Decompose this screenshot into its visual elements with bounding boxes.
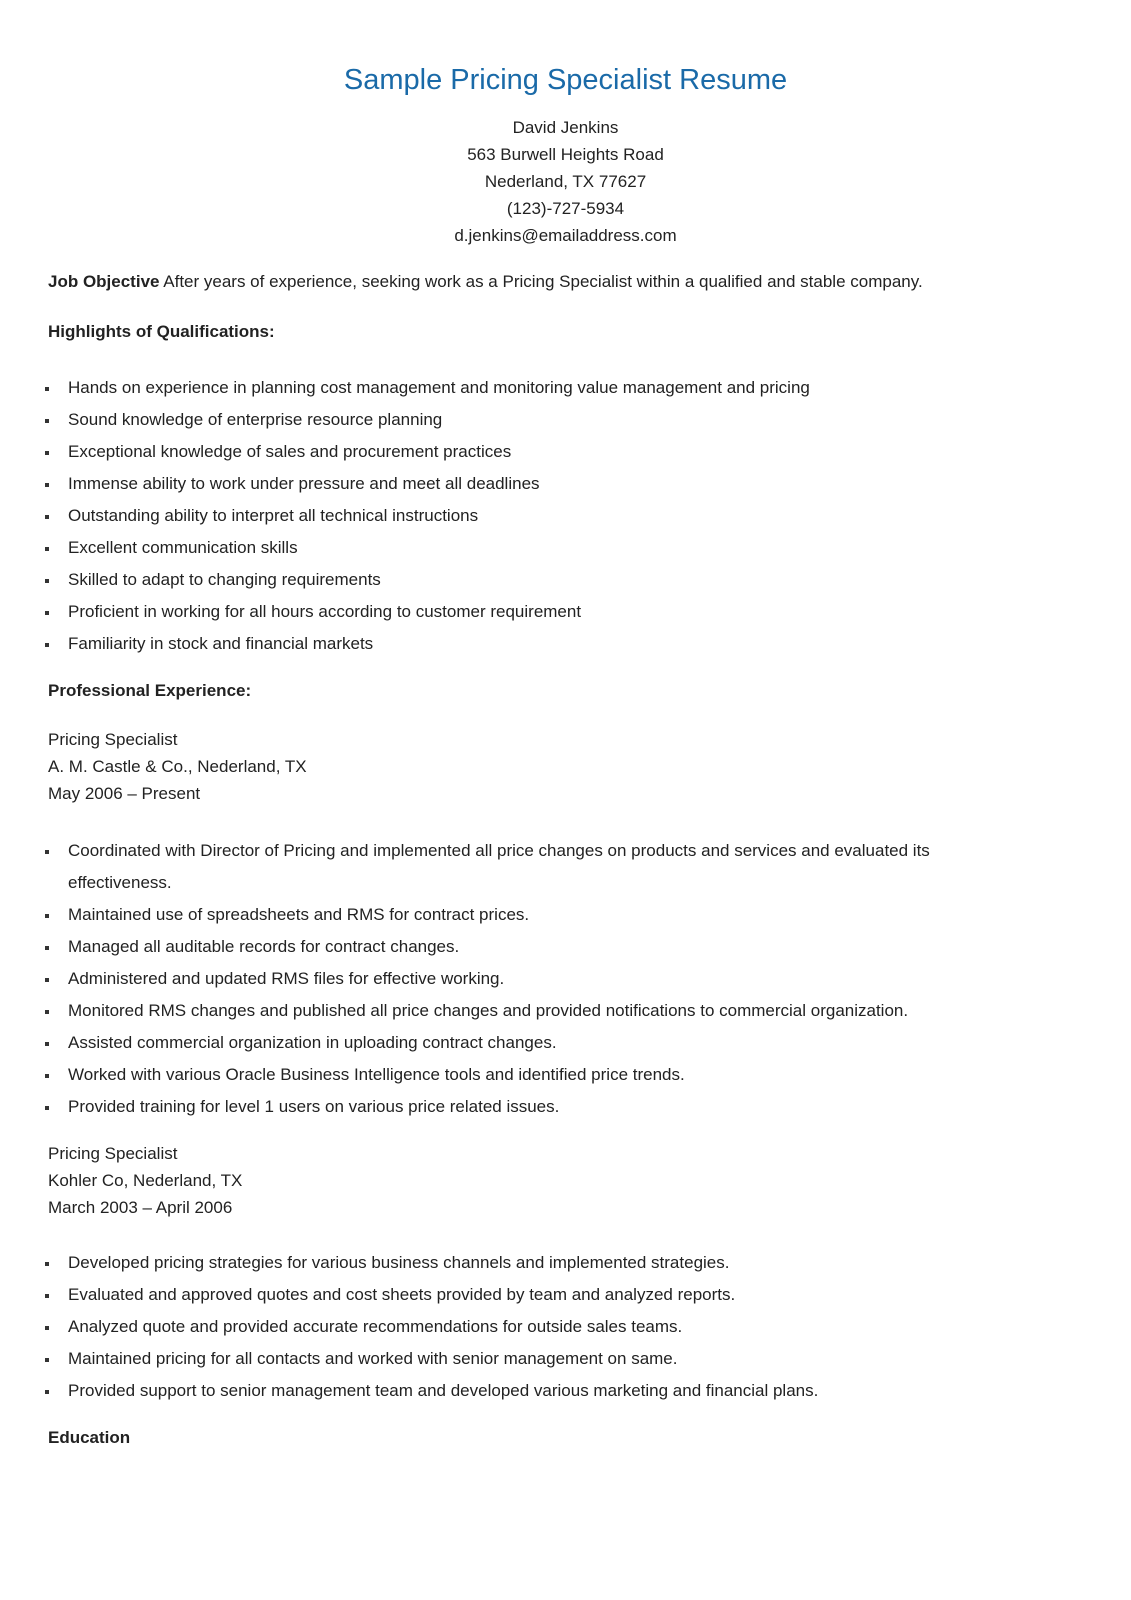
list-item: Assisted commercial organization in uploading contract changes.	[44, 1027, 1004, 1059]
list-item: Analyzed quote and provided accurate recommendations for outside sales teams.	[44, 1311, 1004, 1343]
page-title: Sample Pricing Specialist Resume	[343, 64, 788, 96]
contact-city: Nederland, TX 77627	[484, 172, 647, 191]
job-company: Kohler Co, Nederland, TX	[48, 1171, 243, 1190]
highlights-heading: Highlights of Qualifications:	[48, 322, 275, 341]
list-item: Coordinated with Director of Pricing and implemented all price changes on products and services and evaluated its effectiveness.	[44, 835, 1004, 899]
job-title: Pricing Specialist	[48, 730, 178, 749]
list-item: Sound knowledge of enterprise resource planning	[44, 404, 1004, 436]
list-item: Exceptional knowledge of sales and procurement practices	[44, 436, 1004, 468]
list-item: Proficient in working for all hours according to customer requirement	[44, 596, 1004, 628]
list-item: Skilled to adapt to changing requirements	[44, 564, 1004, 596]
list-item: Administered and updated RMS files for effective working.	[44, 963, 1004, 995]
list-item: Outstanding ability to interpret all technical instructions	[44, 500, 1004, 532]
contact-street: 563 Burwell Heights Road	[467, 145, 664, 164]
contact-phone: (123)-727-5934	[506, 199, 625, 218]
list-item: Monitored RMS changes and published all price changes and provided notifications to commercial organization.	[44, 995, 1004, 1027]
list-item: Provided support to senior management team and developed various marketing and financial plans.	[44, 1375, 1004, 1407]
list-item: Immense ability to work under pressure and meet all deadlines	[44, 468, 1004, 500]
list-item: Excellent communication skills	[44, 532, 1004, 564]
job-header-2	[48, 1140, 242, 1221]
contact-email: d.jenkins@emailaddress.com	[454, 226, 677, 245]
job-title: Pricing Specialist	[48, 1144, 178, 1163]
job-objective-text: After years of experience, seeking work as a Pricing Specialist within a qualified and stable company.	[159, 272, 923, 291]
list-item: Hands on experience in planning cost management and monitoring value management and pricing	[44, 372, 1004, 404]
education-heading: Education	[48, 1428, 131, 1447]
job-dates: March 2003 – April 2006	[48, 1198, 233, 1217]
experience-heading: Professional Experience:	[48, 681, 252, 700]
list-item: Familiarity in stock and financial markets	[44, 628, 1004, 660]
job-objective	[48, 272, 923, 292]
list-item: Developed pricing strategies for various business channels and implemented strategies.	[44, 1247, 1004, 1279]
list-item: Maintained pricing for all contacts and worked with senior management on same.	[44, 1343, 1004, 1375]
contact-block	[0, 114, 1131, 249]
job-objective-label: Job Objective	[48, 272, 160, 291]
list-item: Managed all auditable records for contract changes.	[44, 931, 1004, 963]
contact-name: David Jenkins	[512, 118, 619, 137]
job-header-1	[48, 726, 307, 807]
list-item: Evaluated and approved quotes and cost sheets provided by team and analyzed reports.	[44, 1279, 1004, 1311]
list-item: Provided training for level 1 users on various price related issues.	[44, 1091, 1004, 1123]
job-dates: May 2006 – Present	[48, 784, 201, 803]
job-duties-1	[44, 835, 1004, 1123]
highlights-list	[44, 372, 1004, 660]
list-item: Maintained use of spreadsheets and RMS for contract prices.	[44, 899, 1004, 931]
job-company: A. M. Castle & Co., Nederland, TX	[48, 757, 307, 776]
list-item: Worked with various Oracle Business Intelligence tools and identified price trends.	[44, 1059, 1004, 1091]
job-duties-2	[44, 1247, 1004, 1407]
